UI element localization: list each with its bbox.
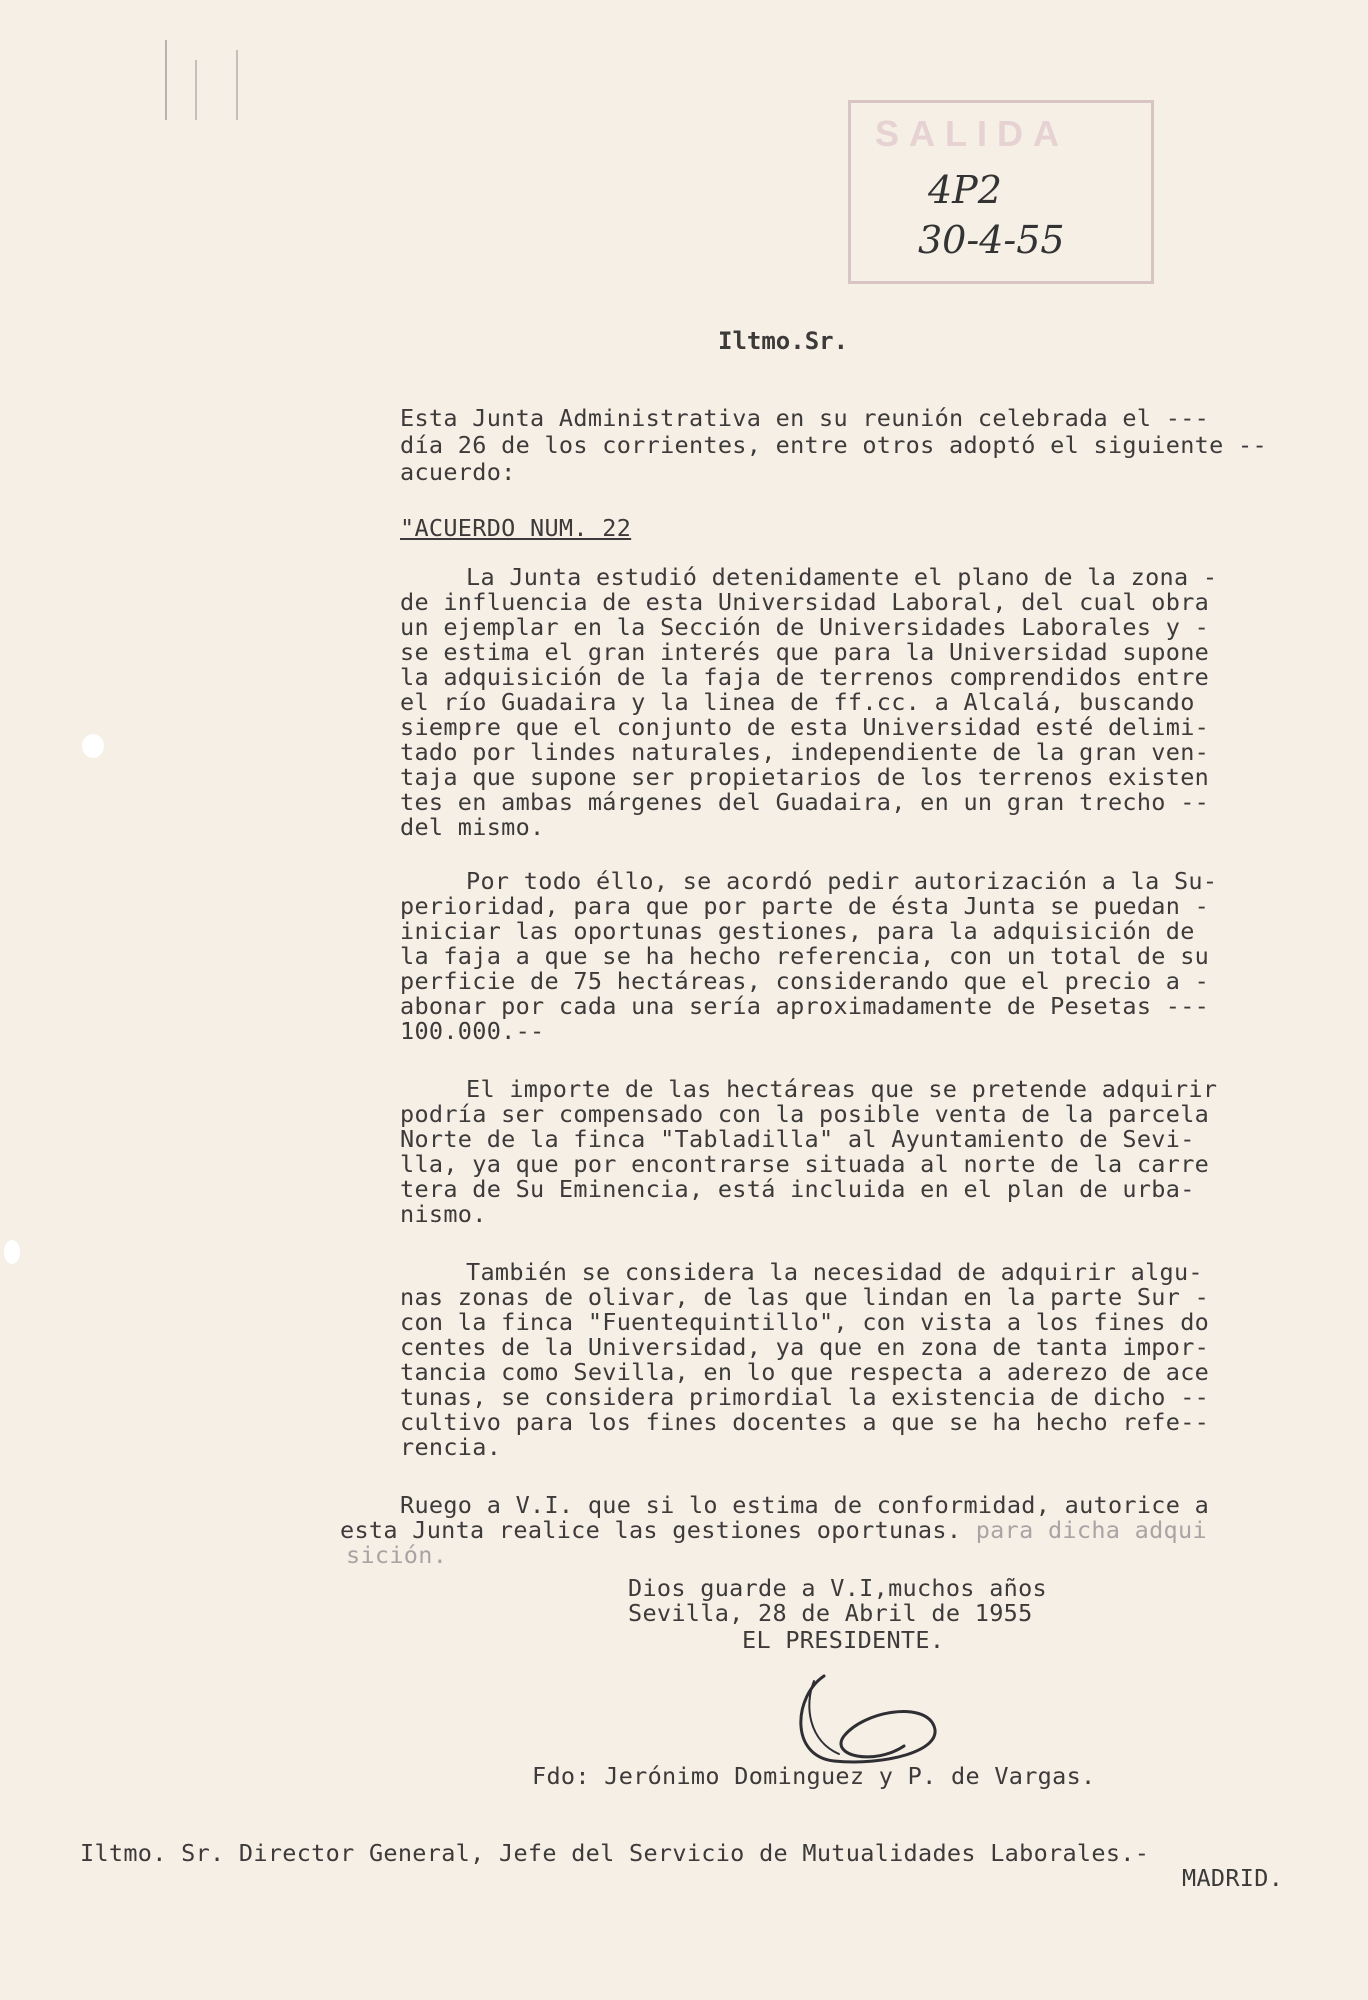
paragraph-4-line: rencia. <box>400 1433 502 1461</box>
paragraph-1-line: tes en ambas márgenes del Guadaira, en un gran trecho -- <box>400 788 1210 816</box>
punch-hole-top <box>82 734 104 758</box>
paragraph-1-line: siempre que el conjunto de esta Universidad esté delimi- <box>400 713 1210 741</box>
paragraph-4-line: cultivo para los fines docentes a que se ha hecho refe-- <box>400 1408 1210 1436</box>
intro-line: Esta Junta Administrativa en su reunión celebrada el --- <box>400 404 1210 432</box>
handwritten-note-date: 30-4-55 <box>918 218 1065 262</box>
paragraph-2-line: perficie de 75 hectáreas, considerando que el precio a - <box>400 967 1210 995</box>
stamp-label: SALIDA <box>875 113 1069 154</box>
paragraph-2-line: perioridad, para que por parte de ésta Junta se puedan - <box>400 892 1210 920</box>
paragraph-1-line: se estima el gran interés que para la Universidad supone <box>400 638 1210 666</box>
paragraph-3-line: El importe de las hectáreas que se pretende adquirir <box>466 1075 1218 1103</box>
request-text: esta Junta realice las gestiones oportunas. <box>340 1516 962 1544</box>
signature-mark <box>784 1656 964 1776</box>
recipient-line: Iltmo. Sr. Director General, Jefe del Servicio de Mutualidades Laborales.- <box>80 1839 1150 1867</box>
closing-greeting: Dios guarde a V.I,muchos años <box>628 1574 1047 1602</box>
request-line <box>340 1517 1207 1543</box>
paragraph-1-line: la adquisición de la faja de terrenos comprendidos entre <box>400 663 1210 691</box>
paragraph-1-line: del mismo. <box>400 813 545 841</box>
paragraph-3-line: Norte de la finca "Tabladilla" al Ayuntamiento de Sevi- <box>400 1125 1195 1153</box>
paragraph-2-line: abonar por cada una sería aproximadamente de Pesetas --- <box>400 992 1210 1020</box>
paragraph-2-line: 100.000.-- <box>400 1017 545 1045</box>
closing-title: EL PRESIDENTE. <box>742 1626 945 1654</box>
paragraph-4-line: tancia como Sevilla, en lo que respecta a aderezo de ace <box>400 1358 1210 1386</box>
intro-line: día 26 de los corrientes, entre otros adoptó el siguiente -- <box>400 431 1267 459</box>
paragraph-4-line: tunas, se considera primordial la existencia de dicho -- <box>400 1383 1210 1411</box>
closing-date: Sevilla, 28 de Abril de 1955 <box>628 1599 1033 1627</box>
paragraph-4-line: nas zonas de olivar, de las que lindan en la parte Sur - <box>400 1283 1210 1311</box>
salutation: Iltmo.Sr. <box>718 327 849 355</box>
paragraph-1-line: taja que supone ser propietarios de los terrenos existen <box>400 763 1210 791</box>
paragraph-1-line: de influencia de esta Universidad Laboral, del cual obra <box>400 588 1210 616</box>
signed-by: Fdo: Jerónimo Dominguez y P. de Vargas. <box>532 1762 1096 1790</box>
paragraph-4-line: con la finca "Fuentequintillo", con vista a los fines do <box>400 1308 1210 1336</box>
request-line: sición. <box>346 1541 448 1569</box>
paragraph-1-line: un ejemplar en la Sección de Universidades Laborales y - <box>400 613 1210 641</box>
intro-line: acuerdo: <box>400 458 516 486</box>
paragraph-3-line: tera de Su Eminencia, está incluida en el plan de urba- <box>400 1175 1195 1203</box>
paragraph-2-line: la faja a que se ha hecho referencia, con un total de su <box>400 942 1210 970</box>
paragraph-4-line: centes de la Universidad, ya que en zona de tanta impor- <box>400 1333 1210 1361</box>
paragraph-3-line: podría ser compensado con la posible venta de la parcela <box>400 1100 1210 1128</box>
pencil-mark <box>165 40 167 120</box>
paragraph-1-line: tado por lindes naturales, independiente de la gran ven- <box>400 738 1210 766</box>
paragraph-1-line: La Junta estudió detenidamente el plano de la zona - <box>466 563 1218 591</box>
paragraph-3-line: lla, ya que por encontrarse situada al norte de la carre <box>400 1150 1210 1178</box>
paragraph-1-line: el río Guadaira y la linea de ff.cc. a Alcalá, buscando <box>400 688 1195 716</box>
pencil-mark <box>236 50 238 120</box>
paragraph-2-line: Por todo éllo, se acordó pedir autorización a la Su- <box>466 867 1218 895</box>
agreement-title: "ACUERDO NUM. 22 <box>400 514 632 542</box>
paragraph-2-line: iniciar las oportunas gestiones, para la adquisición de <box>400 917 1195 945</box>
punch-hole-bottom <box>4 1240 20 1264</box>
request-line: Ruego a V.I. que si lo estima de conformidad, autorice a <box>400 1491 1210 1519</box>
handwritten-note-ref: 4P2 <box>928 168 1002 212</box>
paragraph-4-line: También se considera la necesidad de adquirir algu- <box>466 1258 1203 1286</box>
paragraph-3-line: nismo. <box>400 1200 487 1228</box>
recipient-city: MADRID. <box>1182 1864 1284 1892</box>
request-text-faint: para dicha adqui <box>961 1516 1207 1544</box>
pencil-mark <box>195 60 197 120</box>
